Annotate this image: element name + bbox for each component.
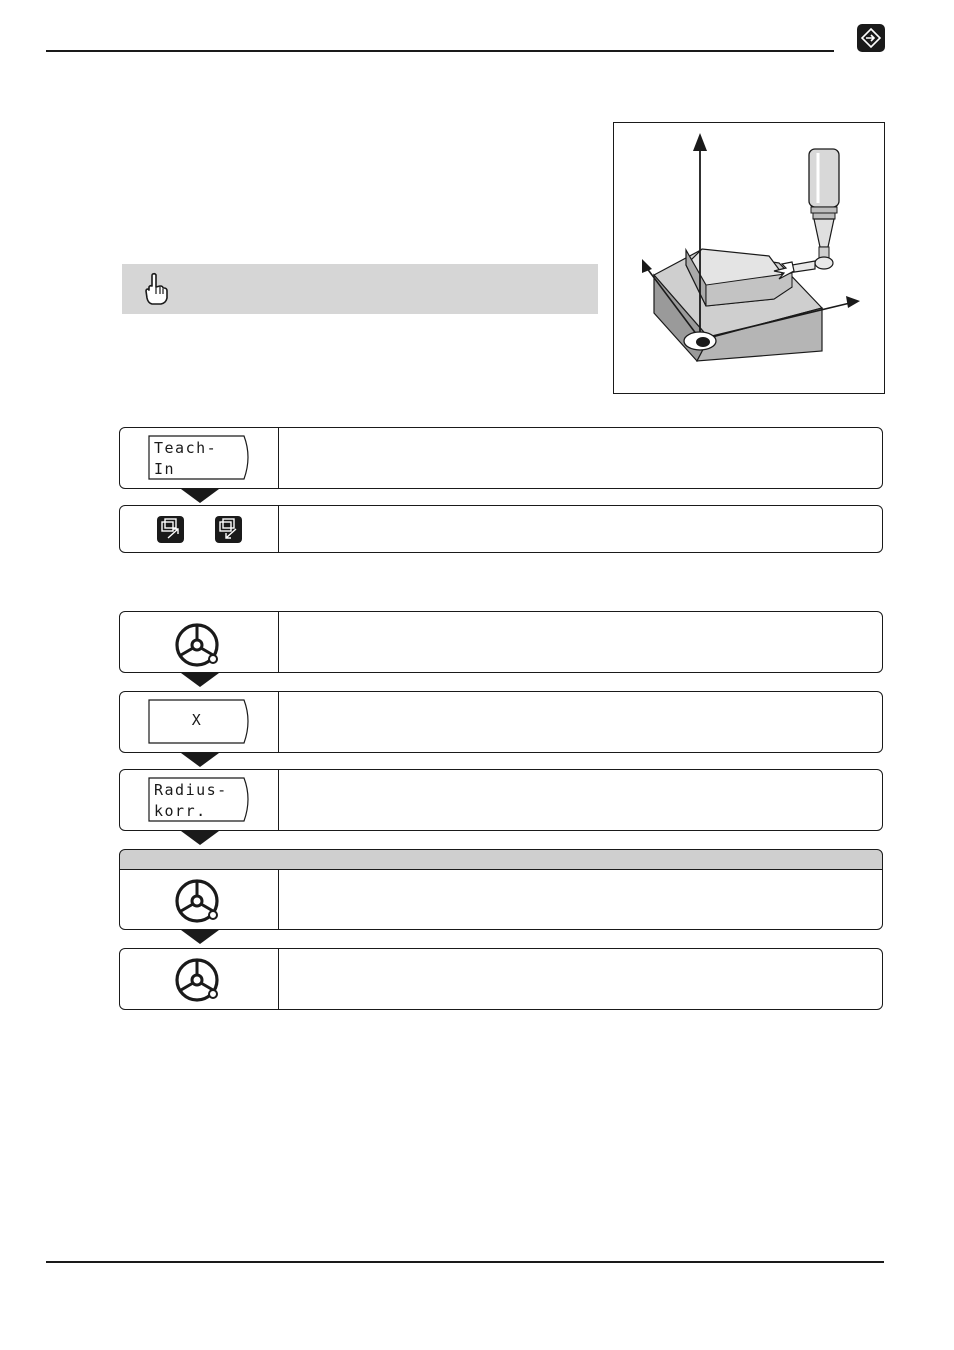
flow-arrow-icon <box>181 930 219 944</box>
step-radius-comp <box>119 769 883 831</box>
flow-arrow-icon <box>181 673 219 687</box>
page-down-key-icon <box>215 516 242 543</box>
step-divider <box>278 428 279 488</box>
page-up-key-icon <box>157 516 184 543</box>
step-divider <box>278 692 279 752</box>
softkey-label: X <box>191 711 203 729</box>
enter-key-icon <box>857 24 885 52</box>
step-divider <box>278 870 279 929</box>
step-description <box>292 428 870 488</box>
section-header-bar <box>119 849 883 870</box>
flow-arrow-icon <box>181 831 219 845</box>
flow-arrow-icon <box>181 753 219 767</box>
step-description <box>292 770 870 830</box>
header-rule <box>46 50 834 52</box>
radius-comp-softkey[interactable] <box>148 777 252 822</box>
step-description <box>292 870 870 929</box>
step-description <box>292 506 870 552</box>
step-description <box>292 612 870 672</box>
step-handwheel-1 <box>119 611 883 673</box>
handwheel-icon <box>173 956 223 1009</box>
handwheel-icon <box>173 877 223 930</box>
softkey-label-line2: In <box>154 460 176 478</box>
softkey-label-line2: korr. <box>154 802 207 820</box>
step-handwheel-3 <box>119 948 883 1010</box>
step-teach-in <box>119 427 883 489</box>
step-divider <box>278 949 279 1009</box>
step-description <box>292 949 870 1009</box>
footer-rule <box>46 1261 884 1263</box>
handwheel-icon <box>173 621 223 674</box>
step-divider <box>278 506 279 552</box>
step-divider <box>278 612 279 672</box>
step-axis-x <box>119 691 883 753</box>
workpiece-probe-figure <box>613 122 885 394</box>
note-box <box>122 264 598 314</box>
step-handwheel-2 <box>119 869 883 930</box>
teach-in-softkey[interactable] <box>148 435 252 480</box>
pointing-hand-icon <box>142 272 170 311</box>
page-keys <box>156 516 248 549</box>
step-description <box>292 692 870 752</box>
axis-x-softkey[interactable] <box>148 699 252 744</box>
softkey-label-line1: Teach- <box>154 439 218 457</box>
softkey-label-line1: Radius- <box>154 781 228 799</box>
step-select-keys <box>119 505 883 553</box>
flow-arrow-icon <box>181 489 219 503</box>
step-divider <box>278 770 279 830</box>
